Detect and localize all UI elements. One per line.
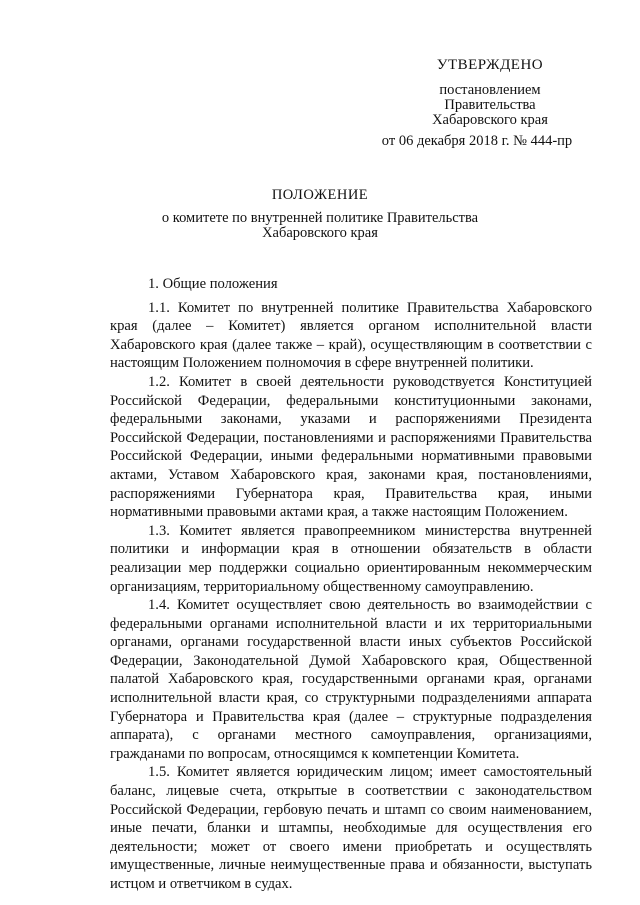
- section-title: 1. Общие положения: [148, 276, 278, 292]
- document-subtitle-line-1: о комитете по внутренней политике Правительства: [161, 210, 479, 226]
- approval-block: [380, 58, 600, 149]
- paragraph-1-2: 1.2. Комитет в своей деятельности руководствуется Конституцией Российской Федерации, федеральными конституционными законами, федеральными законами, указами и распоряжениями Президента Российской Федерации, постановлениями и распоряжениями Правительства Российской Федерации, иными федеральными нормативными правовыми актами, Уставом Хабаровского края, законами края, постановлениями, распоряжениями Губернатора края, Правительства края, иными нормативными правовыми актами края, а также настоящим Положением.: [110, 373, 592, 521]
- document-title: ПОЛОЖЕНИЕ: [271, 187, 369, 203]
- document-body: [110, 275, 592, 894]
- approval-title: УТВЕРЖДЕНО: [436, 57, 544, 73]
- document-subtitle-line-2: Хабаровского края: [262, 225, 378, 241]
- approval-line-3: Хабаровского края: [432, 112, 548, 128]
- approval-line-1: постановлением: [439, 82, 541, 98]
- paragraph-1-1: 1.1. Комитет по внутренней политике Правительства Хабаровского края (далее – Комитет) является органом исполнительной власти Хабаровского края (далее также – край), осуществляющим в соответствии с настоящим Положением полномочия в сфере внутренней политики.: [110, 299, 592, 372]
- paragraph-1-3: 1.3. Комитет является правопреемником министерства внутренней политики и информации края в отношении обязательств в области реализации мер поддержки социально ориентированным некоммерческим организациям, территориальному общественному самоуправлению.: [110, 522, 592, 595]
- approval-date: от 06 декабря 2018 г. № 444-пр: [381, 133, 573, 149]
- approval-line-2: Правительства: [444, 97, 536, 113]
- document-heading: [80, 188, 560, 241]
- paragraph-1-5: 1.5. Комитет является юридическим лицом; имеет самостоятельный баланс, лицевые счета, открытые в соответствии с законодательством Российской Федерации, гербовую печать и штамп со своим наименованием, иные печати, бланки и штампы, необходимые для осуществления его деятельности; может от своего имени приобретать и осуществлять имущественные, личные неимущественные права и обязанности, выступать истцом и ответчиком в судах.: [110, 764, 592, 892]
- paragraph-1-4: 1.4. Комитет осуществляет свою деятельность во взаимодействии с федеральными органами исполнительной власти и их территориальными органами, органами государственной власти иных субъектов Российской Федерации, Законодательной Думой Хабаровского края, Общественной палатой Хабаровского края, государственными органами края, органами исполнительной власти края, со структурными подразделениями аппарата Губернатора и Правительства края (далее – структурные подразделения аппарата), с органами местного самоуправления, организациями, гражданами по вопросам, относящимся к компетенции Комитета.: [110, 597, 592, 762]
